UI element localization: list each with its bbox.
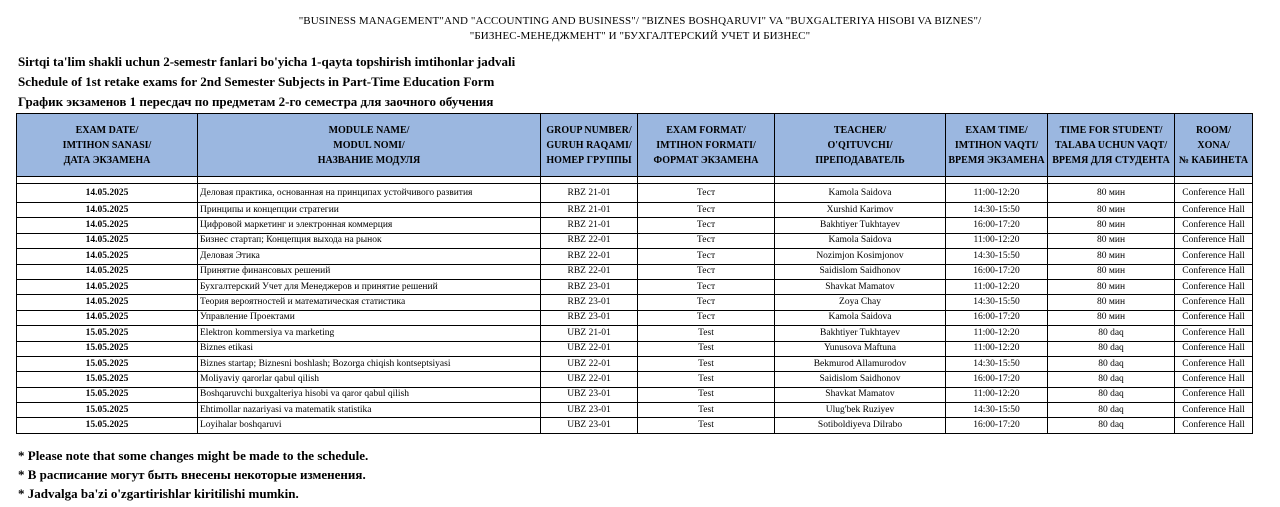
cell-group-number: UBZ 21-01 — [541, 326, 638, 341]
cell-group-number: UBZ 23-01 — [541, 418, 638, 433]
cell-module-name: Boshqaruvchi buxgalteriya hisobi va qaror qabul qilish — [198, 387, 541, 402]
column-header-line: EXAM TIME/ — [965, 124, 1028, 136]
cell-exam-time: 11:00-12:20 — [946, 326, 1048, 341]
column-header-exam-time — [946, 114, 1048, 177]
cell-module-name: Бухгалтерский Учет для Менеджеров и принятие решений — [198, 279, 541, 294]
cell-exam-time: 14:30-15:50 — [946, 356, 1048, 371]
cell-room: Conference Hall — [1175, 356, 1253, 371]
cell-teacher: Ulug'bek Ruziyev — [775, 403, 946, 418]
cell-group-number: RBZ 21-01 — [541, 218, 638, 233]
note-english: * Please note that some changes might be made to the schedule. — [18, 448, 369, 463]
table-row — [17, 218, 1253, 233]
cell-module-name: Теория вероятностей и математическая статистика — [198, 295, 541, 310]
cell-room: Conference Hall — [1175, 326, 1253, 341]
column-header-line: XONA/ — [1197, 139, 1230, 151]
cell-exam-time: 11:00-12:20 — [946, 233, 1048, 248]
cell-exam-format: Test — [638, 356, 775, 371]
cell-module-name: Loyihalar boshqaruvi — [198, 418, 541, 433]
column-header-group-number — [541, 114, 638, 177]
column-header-line: ПРЕПОДАВАТЕЛЬ — [815, 154, 905, 166]
cell-exam-format: Тест — [638, 295, 775, 310]
cell-module-name: Деловая практика, основанная на принципах устойчивого развития — [198, 184, 541, 203]
column-header-line: GURUH RAQAMI/ — [546, 139, 632, 151]
cell-exam-format: Test — [638, 418, 775, 433]
table-row — [17, 403, 1253, 418]
cell-group-number: UBZ 23-01 — [541, 403, 638, 418]
column-header-line: ДАТА ЭКЗАМЕНА — [63, 154, 151, 166]
cell-time-for-student: 80 мин — [1048, 203, 1175, 218]
cell-module-name: Biznes startap; Biznesni boshlash; Bozorga chiqish kontseptsiyasi — [198, 356, 541, 371]
exam-schedule-table — [16, 113, 1253, 434]
cell-teacher: Kamola Saidova — [775, 184, 946, 203]
cell-room: Conference Hall — [1175, 418, 1253, 433]
table-row — [17, 279, 1253, 294]
cell-exam-format: Test — [638, 341, 775, 356]
table-row — [17, 295, 1253, 310]
cell-time-for-student: 80 мин — [1048, 279, 1175, 294]
table-spacer-row — [17, 177, 1253, 184]
column-header-line: EXAM FORMAT/ — [666, 124, 746, 136]
cell-exam-time: 16:00-17:20 — [946, 310, 1048, 325]
cell-exam-date: 14.05.2025 — [17, 218, 198, 233]
table-row — [17, 249, 1253, 264]
cell-teacher: Zoya Chay — [775, 295, 946, 310]
cell-exam-format: Тест — [638, 249, 775, 264]
cell-exam-date: 14.05.2025 — [17, 295, 198, 310]
column-header-module-name — [198, 114, 541, 177]
column-header-time-for-student — [1048, 114, 1175, 177]
cell-exam-date: 14.05.2025 — [17, 264, 198, 279]
cell-exam-date: 15.05.2025 — [17, 403, 198, 418]
note-russian: * В расписание могут быть внесены некоторые изменения. — [18, 467, 366, 482]
table-row — [17, 356, 1253, 371]
column-header-line: TIME FOR STUDENT/ — [1059, 124, 1163, 136]
cell-exam-date: 15.05.2025 — [17, 418, 198, 433]
page-title-line-2: "БИЗНЕС-МЕНЕДЖМЕНТ" И "БУХГАЛТЕРСКИЙ УЧЕТ И БИЗНЕС" — [469, 30, 811, 42]
cell-exam-time: 11:00-12:20 — [946, 341, 1048, 356]
cell-module-name: Бизнес стартап; Концепция выхода на рынок — [198, 233, 541, 248]
cell-teacher: Shavkat Mamatov — [775, 279, 946, 294]
cell-module-name: Biznes etikasi — [198, 341, 541, 356]
cell-teacher: Kamola Saidova — [775, 310, 946, 325]
column-header-line: ФОРМАТ ЭКЗАМЕНА — [653, 154, 759, 166]
cell-exam-format: Test — [638, 326, 775, 341]
cell-time-for-student: 80 daq — [1048, 418, 1175, 433]
cell-exam-format: Тест — [638, 218, 775, 233]
cell-room: Conference Hall — [1175, 203, 1253, 218]
cell-group-number: RBZ 23-01 — [541, 310, 638, 325]
column-header-line: № КАБИНЕТА — [1178, 154, 1249, 166]
table-row — [17, 326, 1253, 341]
cell-time-for-student: 80 daq — [1048, 372, 1175, 387]
table-header-row — [17, 114, 1253, 177]
cell-group-number: RBZ 22-01 — [541, 264, 638, 279]
cell-time-for-student: 80 daq — [1048, 403, 1175, 418]
cell-exam-format: Test — [638, 403, 775, 418]
cell-exam-format: Тест — [638, 233, 775, 248]
cell-teacher: Nozimjon Kosimjonov — [775, 249, 946, 264]
cell-group-number: RBZ 23-01 — [541, 279, 638, 294]
table-row — [17, 233, 1253, 248]
cell-exam-time: 14:30-15:50 — [946, 203, 1048, 218]
cell-exam-date: 14.05.2025 — [17, 233, 198, 248]
cell-exam-format: Тест — [638, 184, 775, 203]
cell-room: Conference Hall — [1175, 249, 1253, 264]
cell-exam-date: 15.05.2025 — [17, 341, 198, 356]
cell-time-for-student: 80 daq — [1048, 387, 1175, 402]
cell-group-number: RBZ 22-01 — [541, 233, 638, 248]
column-header-exam-date — [17, 114, 198, 177]
cell-exam-format: Test — [638, 372, 775, 387]
cell-time-for-student: 80 мин — [1048, 310, 1175, 325]
cell-module-name: Деловая Этика — [198, 249, 541, 264]
cell-time-for-student: 80 мин — [1048, 233, 1175, 248]
column-header-line: ROOM/ — [1196, 124, 1231, 136]
column-header-line: НАЗВАНИЕ МОДУЛЯ — [317, 154, 421, 166]
cell-module-name: Moliyaviy qarorlar qabul qilish — [198, 372, 541, 387]
cell-room: Conference Hall — [1175, 403, 1253, 418]
cell-exam-date: 14.05.2025 — [17, 279, 198, 294]
cell-room: Conference Hall — [1175, 184, 1253, 203]
cell-teacher: Bekmurod Allamurodov — [775, 356, 946, 371]
cell-teacher: Shavkat Mamatov — [775, 387, 946, 402]
column-header-line: IMTIHON SANASI/ — [62, 139, 152, 151]
cell-exam-date: 15.05.2025 — [17, 387, 198, 402]
table-row — [17, 372, 1253, 387]
cell-time-for-student: 80 мин — [1048, 218, 1175, 233]
cell-time-for-student: 80 daq — [1048, 356, 1175, 371]
cell-exam-time: 16:00-17:20 — [946, 372, 1048, 387]
column-header-line: TEACHER/ — [833, 124, 887, 136]
column-header-line: ВРЕМЯ ЭКЗАМЕНА — [948, 154, 1045, 166]
column-header-line: O'QITUVCHI/ — [827, 139, 893, 151]
cell-module-name: Управление Проектами — [198, 310, 541, 325]
cell-group-number: UBZ 22-01 — [541, 356, 638, 371]
cell-module-name: Цифровой маркетинг и электронная коммерция — [198, 218, 541, 233]
column-header-line: MODULE NAME/ — [328, 124, 410, 136]
cell-exam-date: 14.05.2025 — [17, 310, 198, 325]
table-row — [17, 203, 1253, 218]
table-row — [17, 310, 1253, 325]
cell-group-number: UBZ 22-01 — [541, 341, 638, 356]
cell-room: Conference Hall — [1175, 295, 1253, 310]
cell-group-number: RBZ 21-01 — [541, 203, 638, 218]
cell-teacher: Yunusova Maftuna — [775, 341, 946, 356]
column-header-teacher — [775, 114, 946, 177]
column-header-room — [1175, 114, 1253, 177]
cell-exam-time: 11:00-12:20 — [946, 184, 1048, 203]
cell-teacher: Kamola Saidova — [775, 233, 946, 248]
note-uzbek: * Jadvalga ba'zi o'zgartirishlar kiritilishi mumkin. — [18, 486, 299, 501]
cell-exam-time: 16:00-17:20 — [946, 264, 1048, 279]
column-header-line: НОМЕР ГРУППЫ — [546, 154, 632, 166]
cell-time-for-student: 80 мин — [1048, 249, 1175, 264]
cell-exam-time: 14:30-15:50 — [946, 249, 1048, 264]
cell-module-name: Принятие финансовых решений — [198, 264, 541, 279]
table-row — [17, 184, 1253, 203]
cell-time-for-student: 80 daq — [1048, 341, 1175, 356]
subtitle-russian: График экзаменов 1 пересдач по предметам 2-го семестра для заочного обучения — [18, 94, 494, 109]
cell-exam-format: Тест — [638, 264, 775, 279]
page-title-line-1: "BUSINESS MANAGEMENT"AND "ACCOUNTING AND BUSINESS"/ "BIZNES BOSHQARUVI" VA "BUXGALTERIYA HISOBI VA BIZNES"/ — [298, 15, 982, 27]
cell-exam-time: 11:00-12:20 — [946, 387, 1048, 402]
cell-teacher: Bakhtiyer Tukhtayev — [775, 218, 946, 233]
cell-exam-format: Тест — [638, 203, 775, 218]
cell-time-for-student: 80 мин — [1048, 264, 1175, 279]
cell-room: Conference Hall — [1175, 218, 1253, 233]
cell-exam-date: 15.05.2025 — [17, 356, 198, 371]
table-row — [17, 387, 1253, 402]
cell-time-for-student: 80 мин — [1048, 184, 1175, 203]
cell-room: Conference Hall — [1175, 387, 1253, 402]
cell-teacher: Xurshid Karimov — [775, 203, 946, 218]
cell-exam-date: 14.05.2025 — [17, 249, 198, 264]
cell-room: Conference Hall — [1175, 310, 1253, 325]
cell-group-number: UBZ 22-01 — [541, 372, 638, 387]
cell-time-for-student: 80 мин — [1048, 295, 1175, 310]
subtitle-uzbek: Sirtqi ta'lim shakli uchun 2-semestr fanlari bo'yicha 1-qayta topshirish imtihonlar jadvali — [18, 54, 516, 69]
cell-exam-format: Тест — [638, 279, 775, 294]
cell-room: Conference Hall — [1175, 279, 1253, 294]
subtitle-english: Schedule of 1st retake exams for 2nd Semester Subjects in Part-Time Education Form — [18, 74, 495, 89]
cell-exam-time: 16:00-17:20 — [946, 418, 1048, 433]
column-header-exam-format — [638, 114, 775, 177]
cell-exam-time: 14:30-15:50 — [946, 403, 1048, 418]
cell-room: Conference Hall — [1175, 341, 1253, 356]
cell-exam-time: 11:00-12:20 — [946, 279, 1048, 294]
cell-room: Conference Hall — [1175, 264, 1253, 279]
cell-teacher: Bakhtiyer Tukhtayev — [775, 326, 946, 341]
cell-exam-date: 14.05.2025 — [17, 184, 198, 203]
cell-module-name: Elektron kommersiya va marketing — [198, 326, 541, 341]
cell-exam-date: 14.05.2025 — [17, 203, 198, 218]
cell-group-number: UBZ 23-01 — [541, 387, 638, 402]
table-row — [17, 418, 1253, 433]
cell-module-name: Ehtimollar nazariyasi va matematik statistika — [198, 403, 541, 418]
column-header-line: TALABA UCHUN VAQT/ — [1054, 139, 1168, 151]
column-header-line: EXAM DATE/ — [75, 124, 139, 136]
cell-group-number: RBZ 22-01 — [541, 249, 638, 264]
table-row — [17, 341, 1253, 356]
cell-teacher: Sotiboldiyeva Dilrabo — [775, 418, 946, 433]
cell-teacher: Saidislom Saidhonov — [775, 372, 946, 387]
cell-module-name: Принципы и концепции стратегии — [198, 203, 541, 218]
column-header-line: MODUL NOMI/ — [333, 139, 405, 151]
table-row — [17, 264, 1253, 279]
column-header-line: IMTIHON VAQTI/ — [954, 139, 1039, 151]
cell-teacher: Saidislom Saidhonov — [775, 264, 946, 279]
cell-group-number: RBZ 23-01 — [541, 295, 638, 310]
column-header-line: IMTIHON FORMATI/ — [656, 139, 756, 151]
cell-exam-time: 16:00-17:20 — [946, 218, 1048, 233]
cell-exam-format: Тест — [638, 310, 775, 325]
cell-exam-date: 15.05.2025 — [17, 326, 198, 341]
cell-exam-time: 14:30-15:50 — [946, 295, 1048, 310]
cell-room: Conference Hall — [1175, 372, 1253, 387]
cell-time-for-student: 80 daq — [1048, 326, 1175, 341]
column-header-line: GROUP NUMBER/ — [546, 124, 632, 136]
cell-exam-format: Test — [638, 387, 775, 402]
cell-group-number: RBZ 21-01 — [541, 184, 638, 203]
cell-room: Conference Hall — [1175, 233, 1253, 248]
cell-exam-date: 15.05.2025 — [17, 372, 198, 387]
column-header-line: ВРЕМЯ ДЛЯ СТУДЕНТА — [1052, 154, 1170, 166]
